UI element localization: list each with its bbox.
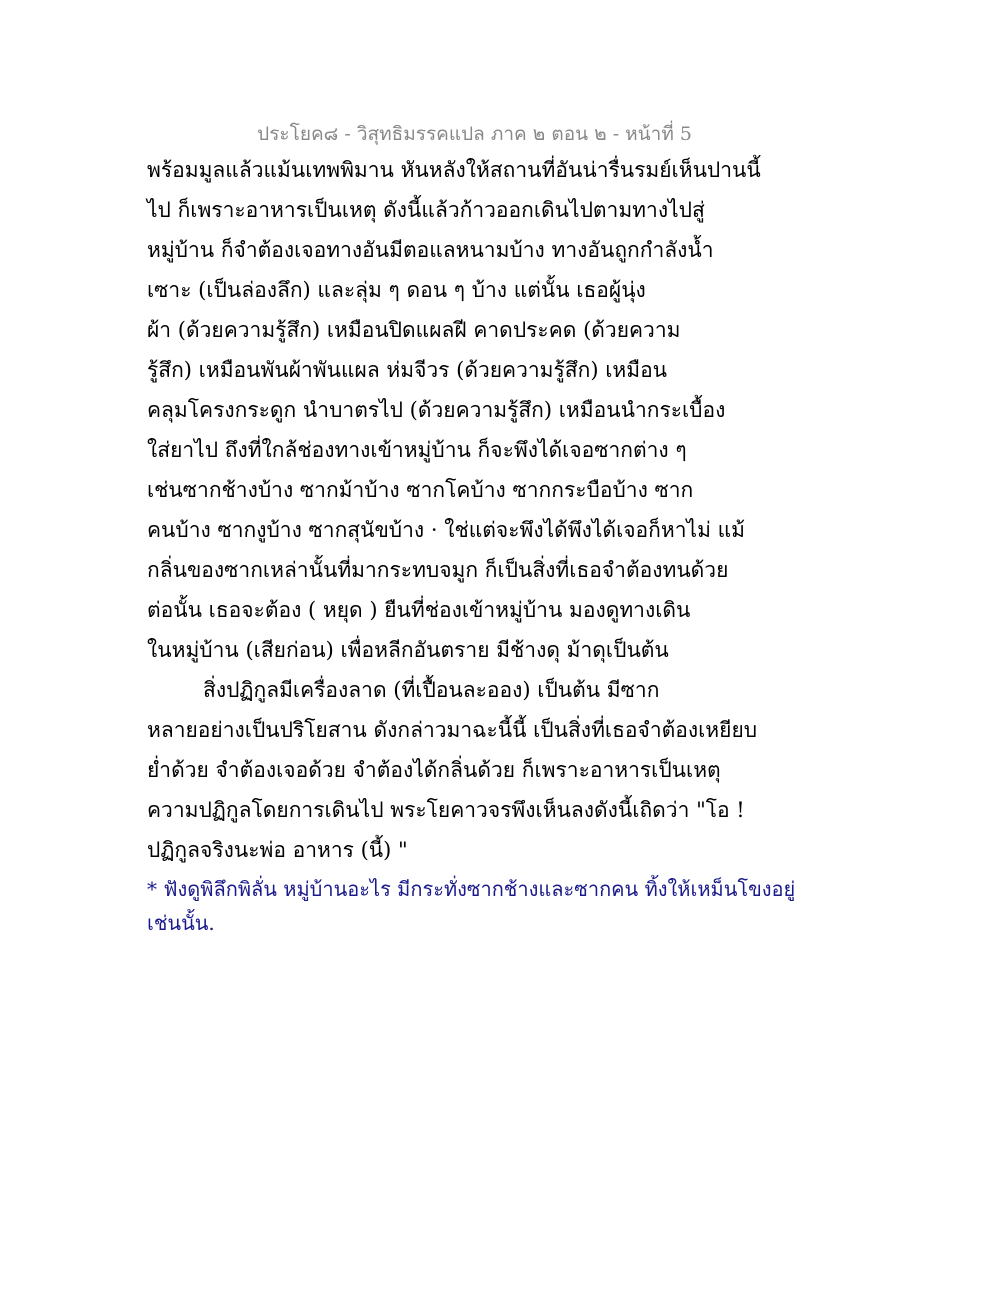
text-line: ผ้า (ด้วยความรู้สึก) เหมือนปิดแผลฝี คาดประคด (ด้วยความ <box>147 318 681 342</box>
footnote-line: เช่นนั้น. <box>147 911 215 935</box>
text-line: เซาะ (เป็นล่องลึก) และลุ่ม ๆ ดอน ๆ บ้าง แต่นั้น เธอผู้นุ่ง <box>147 278 646 302</box>
body-text <box>147 150 867 870</box>
text-line: หมู่บ้าน ก็จำต้องเจอทางอันมีตอแลหนามบ้าง ทางอันถูกกำลังน้ำ <box>147 238 714 262</box>
text-line: หลายอย่างเป็นปริโยสาน ดังกล่าวมาฉะนี้นี้ เป็นสิ่งที่เธอจำต้องเหยียบ <box>147 718 758 742</box>
text-line: คลุมโครงกระดูก นำบาตรไป (ด้วยความรู้สึก) เหมือนนำกระเบื้อง <box>147 398 726 422</box>
text-line: ในหมู่บ้าน (เสียก่อน) เพื่อหลีกอันตราย มีช้างดุ ม้าดุเป็นต้น <box>147 638 669 662</box>
text-line: ต่อนั้น เธอจะต้อง ( หยุด ) ยืนที่ช่องเข้าหมู่บ้าน มองดูทางเดิน <box>147 598 691 622</box>
footnote <box>147 872 867 940</box>
text-line: เช่นซากช้างบ้าง ซากม้าบ้าง ซากโคบ้าง ซากกระบือบ้าง ซาก <box>147 478 694 502</box>
text-line: ไป ก็เพราะอาหารเป็นเหตุ ดังนี้แล้วก้าวออกเดินไปตามทางไปสู่ <box>147 198 705 222</box>
text-line: ความปฏิกูลโดยการเดินไป พระโยคาวจรพึงเห็นลงดังนี้เถิดว่า "โอ ! <box>147 798 745 822</box>
text-line: ย่ำด้วย จำต้องเจอด้วย จำต้องได้กลิ่นด้วย ก็เพราะอาหารเป็นเหตุ <box>147 758 721 782</box>
text-line: กลิ่นของซากเหล่านั้นที่มากระทบจมูก ก็เป็นสิ่งที่เธอจำต้องทนด้วย <box>147 558 729 582</box>
text-line: พร้อมมูลแล้วแม้นเทพพิมาน หันหลังให้สถานที่อันน่ารื่นรมย์เห็นปานนี้ <box>147 158 761 182</box>
page-header: ประโยค๘ - วิสุทธิมรรคแปล ภาค ๒ ตอน ๒ - หน้าที่ 5 <box>257 123 692 145</box>
text-line: รู้สึก) เหมือนพันผ้าพันแผล ห่มจีวร (ด้วยความรู้สึก) เหมือน <box>147 358 668 382</box>
footnote-line: * ฟังดูพิลึกพิลั่น หมู่บ้านอะไร มีกระทั่งซากช้างและซากคน ทิ้งให้เหม็นโขงอยู่ <box>147 877 796 901</box>
text-line: ใส่ยาไป ถึงที่ใกล้ช่องทางเข้าหมู่บ้าน ก็จะพึงได้เจอซากต่าง ๆ <box>147 438 687 462</box>
paragraph-start-line: สิ่งปฏิกูลมีเครื่องลาด (ที่เปื้อนละออง) เป็นต้น มีซาก <box>203 678 660 702</box>
text-line: ปฏิกูลจริงนะพ่อ อาหาร (นี้) " <box>147 838 408 862</box>
text-line: คนบ้าง ซากงูบ้าง ซากสุนัขบ้าง · ใช่แต่จะพึงได้พึงได้เจอก็หาไม่ แม้ <box>147 518 745 542</box>
